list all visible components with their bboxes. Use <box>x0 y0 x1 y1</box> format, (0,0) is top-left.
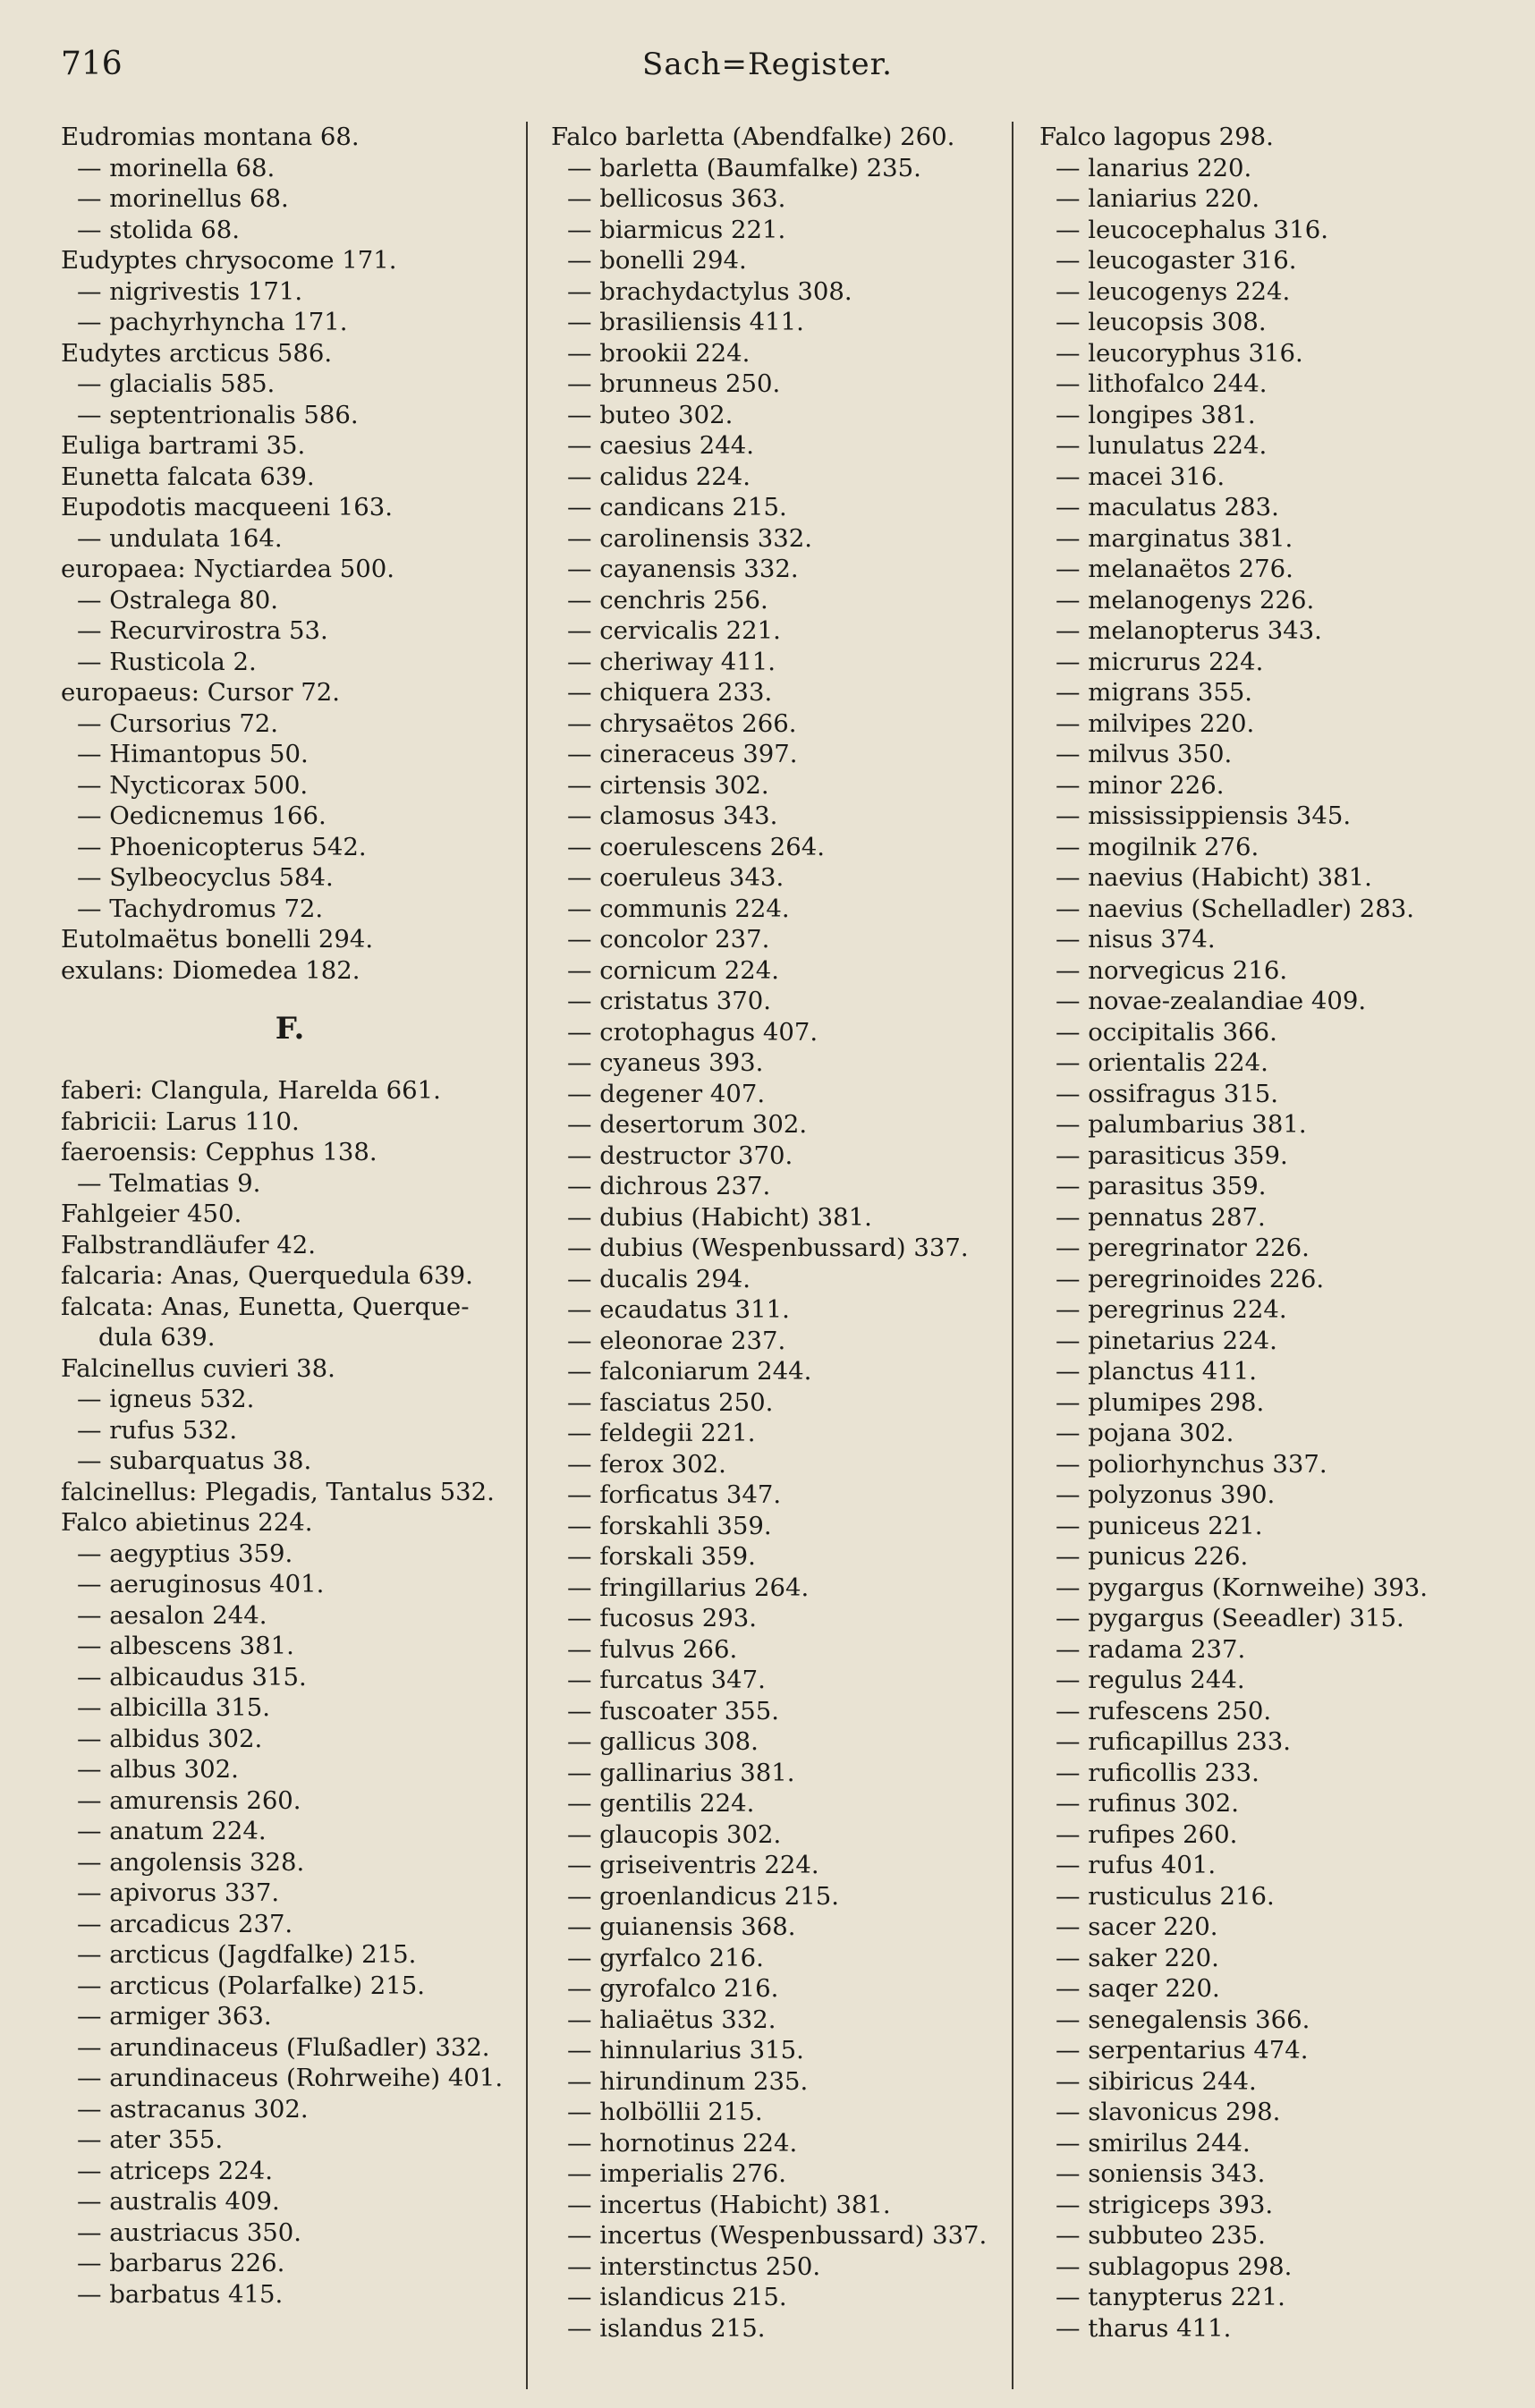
index-entry: — albicaudus 315. <box>77 1662 307 1692</box>
index-entry: Fahlgeier 450. <box>61 1200 242 1228</box>
index-entry: — micrurus 224. <box>1056 647 1264 676</box>
index-entry: — cineraceus 397. <box>567 740 798 768</box>
index-entry: — barbarus 226. <box>77 2249 285 2277</box>
index-column-1 <box>61 122 519 2310</box>
index-entry: — rufipes 260. <box>1056 1819 1238 1849</box>
index-entry: — albicilla 315. <box>77 1693 270 1722</box>
index-entry: — eleonorae 237. <box>567 1326 786 1355</box>
index-entry: — islandicus 215. <box>567 2283 787 2311</box>
index-entry: — naevius (Schelladler) 283. <box>1056 894 1414 923</box>
index-entry: Eupodotis macqueeni 163. <box>61 493 394 521</box>
index-entry: Euliga bartrami 35. <box>61 431 306 460</box>
index-entry: — leucogaster 316. <box>1056 246 1297 275</box>
index-entry: faeroensis: Cepphus 138. <box>61 1138 377 1166</box>
index-entry: — undulata 164. <box>77 523 283 553</box>
index-entry: — albidus 302. <box>77 1724 263 1753</box>
index-entry: — mississippiensis 345. <box>1056 801 1352 830</box>
index-entry: — desertorum 302. <box>567 1110 808 1139</box>
index-entry: — fuscoater 355. <box>567 1696 780 1725</box>
index-entry: Eunetta falcata 639. <box>61 462 315 491</box>
index-entry: — ruficapillus 233. <box>1056 1727 1292 1756</box>
index-entry: — rufinus 302. <box>1056 1789 1239 1818</box>
index-entry: — nigrivestis 171. <box>77 276 303 306</box>
index-entry: — leucopsis 308. <box>1056 308 1267 336</box>
index-entry: — rufus 532. <box>77 1415 238 1445</box>
index-entry: — armiger 363. <box>77 2002 272 2031</box>
index-entry: — brasiliensis 411. <box>567 308 804 336</box>
index-column-2 <box>551 122 1013 2344</box>
index-entry: — lanarius 220. <box>1056 153 1252 182</box>
index-entry: — gallinarius 381. <box>567 1758 795 1787</box>
index-entry: — dubius (Habicht) 381. <box>567 1202 872 1232</box>
index-entry: — gyrfalco 216. <box>567 1943 764 1972</box>
index-entry: — amurensis 260. <box>77 1785 301 1815</box>
index-entry: — puniceus 221. <box>1056 1511 1263 1540</box>
index-entry: — igneus 532. <box>77 1385 255 1413</box>
index-entry: — fucosus 293. <box>567 1604 757 1632</box>
index-entry: — imperialis 276. <box>567 2159 787 2188</box>
index-entry: — marginatus 381. <box>1056 523 1293 553</box>
index-entry: — pinetarius 224. <box>1056 1326 1277 1355</box>
index-entry: — melanopterus 343. <box>1056 616 1322 645</box>
index-entry: — fringillarius 264. <box>567 1573 810 1602</box>
index-entry: — morinella 68. <box>77 153 276 182</box>
index-entry: — longipes 381. <box>1056 400 1256 429</box>
index-entry: — lunulatus 224. <box>1056 431 1268 460</box>
index-entry: — pygargus (Kornweihe) 393. <box>1056 1573 1428 1602</box>
index-entry: — palumbarius 381. <box>1056 1110 1307 1139</box>
index-entry: — Tachydromus 72. <box>77 894 324 923</box>
index-entry: — forskahli 359. <box>567 1511 772 1540</box>
index-entry: — caesius 244. <box>567 431 755 460</box>
index-entry: Falbstrandläufer 42. <box>61 1230 317 1259</box>
index-entry: — soniensis 343. <box>1056 2159 1266 2188</box>
index-entry: — communis 224. <box>567 894 790 923</box>
index-entry: — apivorus 337. <box>77 1878 280 1907</box>
index-entry: — norvegicus 216. <box>1056 955 1288 985</box>
index-entry: europaeus: Cursor 72. <box>61 678 340 707</box>
index-entry: — peregrinator 226. <box>1056 1234 1310 1262</box>
index-entry: — cervicalis 221. <box>567 616 781 645</box>
index-entry: — ruficollis 233. <box>1056 1758 1259 1787</box>
index-entry: — cenchris 256. <box>567 585 768 615</box>
index-entry: — dubius (Wespenbussard) 337. <box>567 1234 969 1262</box>
index-entry: — ferox 302. <box>567 1449 726 1479</box>
index-entry: — novae-zealandiae 409. <box>1056 987 1367 1015</box>
index-entry: — interstinctus 250. <box>567 2251 821 2281</box>
index-entry: — guianensis 368. <box>567 1912 796 1941</box>
index-entry: — albus 302. <box>77 1755 239 1784</box>
index-entry: — austriacus 350. <box>77 2217 302 2247</box>
index-entry: — cristatus 370. <box>567 987 771 1015</box>
index-entry: — leucocephalus 316. <box>1056 215 1328 244</box>
index-entry: — hirundinum 235. <box>567 2066 809 2096</box>
index-entry: — peregrinus 224. <box>1056 1295 1287 1324</box>
index-entry: — leucoryphus 316. <box>1056 338 1303 368</box>
index-entry: — forficatus 347. <box>567 1480 782 1509</box>
index-entry: — Sylbeocyclus 584. <box>77 863 334 892</box>
index-entry: — arundinaceus (Flußadler) 332. <box>77 2032 490 2062</box>
index-entry: — islandus 215. <box>567 2313 766 2343</box>
index-entry: Falcinellus cuvieri 38. <box>61 1353 335 1383</box>
index-entry: — smirilus 244. <box>1056 2128 1251 2158</box>
index-entry: — fasciatus 250. <box>567 1387 774 1417</box>
index-entry: — ecaudatus 311. <box>567 1295 790 1324</box>
index-entry: — poliorhynchus 337. <box>1056 1449 1327 1479</box>
index-entry: — maculatus 283. <box>1056 493 1279 521</box>
index-entry: — septentrionalis 586. <box>77 400 359 429</box>
index-entry: — macei 316. <box>1056 462 1225 491</box>
index-entry: — Rusticola 2. <box>77 647 257 676</box>
index-entry: — Cursorius 72. <box>77 708 279 738</box>
index-entry: — rufus 401. <box>1056 1851 1217 1879</box>
index-entry: — chiquera 233. <box>567 678 773 707</box>
index-entry: — aesalon 244. <box>77 1600 267 1630</box>
index-entry: — plumipes 298. <box>1056 1387 1265 1417</box>
index-entry: — slavonicus 298. <box>1056 2098 1281 2126</box>
index-entry: — gentilis 224. <box>567 1789 755 1818</box>
index-entry: — milvus 350. <box>1056 740 1233 768</box>
index-entry: — feldegii 221. <box>567 1419 756 1447</box>
index-entry: — arcticus (Jagdfalke) 215. <box>77 1940 417 1969</box>
index-entry: — sibiricus 244. <box>1056 2066 1257 2096</box>
index-entry: — albescens 381. <box>77 1632 294 1660</box>
index-entry: — saker 220. <box>1056 1943 1219 1972</box>
index-entry: — furcatus 347. <box>567 1666 766 1694</box>
index-entry: — Telmatias 9. <box>77 1168 261 1198</box>
index-entry: — aeruginosus 401. <box>77 1570 325 1598</box>
index-entry: — Ostralega 80. <box>77 585 279 615</box>
index-entry: — strigiceps 393. <box>1056 2190 1274 2219</box>
index-entry: falcaria: Anas, Querquedula 639. <box>61 1261 473 1290</box>
section-letter: F. <box>275 1011 305 1047</box>
index-entry: — laniarius 220. <box>1056 184 1260 213</box>
index-entry: — ater 355. <box>77 2125 224 2154</box>
index-entry: — Phoenicopterus 542. <box>77 832 367 861</box>
index-entry: — serpentarius 474. <box>1056 2036 1309 2065</box>
index-entry: — melanogenys 226. <box>1056 585 1315 615</box>
column-rule-2 <box>1012 122 1013 2389</box>
index-entry: — tharus 411. <box>1056 2313 1232 2343</box>
index-entry: — subbuteo 235. <box>1056 2221 1266 2250</box>
index-entry: — angolensis 328. <box>77 1847 305 1877</box>
column-rule-1 <box>526 122 528 2389</box>
index-entry: — destructor 370. <box>567 1140 793 1170</box>
index-entry: — crotophagus 407. <box>567 1017 818 1047</box>
index-entry: — bonelli 294. <box>567 246 747 275</box>
index-entry: Eudromias montana 68. <box>61 123 360 151</box>
index-entry: — cyaneus 393. <box>567 1048 764 1077</box>
index-entry: — haliaëtus 332. <box>567 2005 776 2034</box>
index-column-3 <box>1039 122 1496 2344</box>
index-entry: Falco barletta (Abendfalke) 260. <box>551 123 955 151</box>
index-entry: — holböllii 215. <box>567 2098 763 2126</box>
index-entry: — anatum 224. <box>77 1817 267 1845</box>
index-entry: — incertus (Habicht) 381. <box>567 2190 891 2219</box>
page-number: 716 <box>61 46 123 82</box>
index-entry: Falco abietinus 224. <box>61 1508 313 1537</box>
index-entry: — planctus 411. <box>1056 1357 1257 1386</box>
running-title: Sach=Register. <box>642 47 893 82</box>
index-entry: Eudytes arcticus 586. <box>61 338 333 368</box>
index-entry: — naevius (Habicht) 381. <box>1056 863 1372 892</box>
index-entry: — regulus 244. <box>1056 1666 1245 1694</box>
index-entry: — Oedicnemus 166. <box>77 801 327 830</box>
index-entry: — lithofalco 244. <box>1056 369 1268 398</box>
index-entry: — arcadicus 237. <box>77 1909 293 1938</box>
index-entry: Eutolmaëtus bonelli 294. <box>61 925 374 954</box>
index-entry: — fulvus 266. <box>567 1634 738 1664</box>
index-entry: — brunneus 250. <box>567 369 781 398</box>
index-entry: — subarquatus 38. <box>77 1446 312 1475</box>
index-entry: — brachydactylus 308. <box>567 276 852 306</box>
index-entry: — falconiarum 244. <box>567 1357 812 1386</box>
index-entry: — gallicus 308. <box>567 1727 759 1756</box>
index-entry: — glaucopis 302. <box>567 1819 782 1849</box>
index-entry: — sublagopus 298. <box>1056 2251 1293 2281</box>
index-entry: — concolor 237. <box>567 925 770 954</box>
index-entry: — ducalis 294. <box>567 1264 751 1293</box>
index-entry: — coeruleus 343. <box>567 863 784 892</box>
index-entry: — senegalensis 366. <box>1056 2005 1310 2034</box>
index-entry: — mogilnik 276. <box>1056 832 1259 861</box>
index-entry: — saqer 220. <box>1056 1974 1220 2003</box>
index-entry: — migrans 355. <box>1056 678 1253 707</box>
index-entry: — tanypterus 221. <box>1056 2283 1285 2311</box>
index-entry: — minor 226. <box>1056 770 1225 800</box>
index-entry: faberi: Clangula, Harelda 661. <box>61 1076 441 1105</box>
index-entry: — brookii 224. <box>567 338 751 368</box>
index-entry: — australis 409. <box>77 2187 280 2216</box>
index-entry: falcata: Anas, Eunetta, Querque- <box>61 1292 470 1321</box>
index-entry: — pennatus 287. <box>1056 1202 1266 1232</box>
index-entry: — hinnularius 315. <box>567 2036 804 2065</box>
index-entry: — arundinaceus (Rohrweihe) 401. <box>77 2064 504 2092</box>
index-entry: — rufescens 250. <box>1056 1696 1272 1725</box>
index-entry: — polyzonus 390. <box>1056 1480 1276 1509</box>
index-entry: — cayanensis 332. <box>567 555 799 583</box>
index-entry: — Himantopus 50. <box>77 740 309 768</box>
index-entry: Falco lagopus 298. <box>1039 123 1274 151</box>
index-entry: — pygargus (Seeadler) 315. <box>1056 1604 1404 1632</box>
index-entry: Eudyptes chrysocome 171. <box>61 246 397 275</box>
index-entry: — morinellus 68. <box>77 184 289 213</box>
index-entry: — cirtensis 302. <box>567 770 769 800</box>
index-entry: — coerulescens 264. <box>567 832 825 861</box>
index-entry: — bellicosus 363. <box>567 184 786 213</box>
index-entry: — cheriway 411. <box>567 647 776 676</box>
index-entry: — atriceps 224. <box>77 2156 273 2185</box>
index-entry: — glacialis 585. <box>77 369 276 398</box>
index-entry: exulans: Diomedea 182. <box>61 955 360 985</box>
index-entry: — carolinensis 332. <box>567 523 813 553</box>
index-entry: — pojana 302. <box>1056 1419 1234 1447</box>
index-entry: — biarmicus 221. <box>567 215 786 244</box>
index-entry: — stolida 68. <box>77 215 241 244</box>
index-entry: — gyrofalco 216. <box>567 1974 779 2003</box>
index-entry: — barletta (Baumfalke) 235. <box>567 153 921 182</box>
index-entry: — barbatus 415. <box>77 2279 284 2309</box>
index-entry: — clamosus 343. <box>567 801 778 830</box>
index-entry: — aegyptius 359. <box>77 1539 293 1568</box>
index-entry: — incertus (Wespenbussard) 337. <box>567 2221 988 2250</box>
index-entry: — calidus 224. <box>567 462 751 491</box>
index-entry: — milvipes 220. <box>1056 708 1255 738</box>
index-entry: dula 639. <box>98 1323 216 1352</box>
index-entry: — griseiventris 224. <box>567 1851 819 1879</box>
index-entry: — candicans 215. <box>567 493 787 521</box>
index-entry: europaea: Nyctiardea 500. <box>61 555 394 583</box>
index-entry: — nisus 374. <box>1056 925 1216 954</box>
index-entry: — punicus 226. <box>1056 1542 1249 1571</box>
index-entry: — degener 407. <box>567 1079 766 1108</box>
index-entry: — sacer 220. <box>1056 1912 1218 1941</box>
index-entry: — forskali 359. <box>567 1542 756 1571</box>
index-entry: — peregrinoides 226. <box>1056 1264 1325 1293</box>
index-entry: — pachyrhyncha 171. <box>77 308 348 336</box>
index-entry: — arcticus (Polarfalke) 215. <box>77 1971 426 2000</box>
index-entry: fabricii: Larus 110. <box>61 1106 300 1136</box>
index-entry: — melanaëtos 276. <box>1056 555 1293 583</box>
index-entry: — groenlandicus 215. <box>567 1881 840 1911</box>
index-entry: — occipitalis 366. <box>1056 1017 1277 1047</box>
index-entry: — dichrous 237. <box>567 1172 771 1200</box>
index-entry: — orientalis 224. <box>1056 1048 1268 1077</box>
index-entry: — chrysaëtos 266. <box>567 708 797 738</box>
index-entry: — parasiticus 359. <box>1056 1140 1288 1170</box>
index-entry: — radama 237. <box>1056 1634 1246 1664</box>
index-entry: — leucogenys 224. <box>1056 276 1291 306</box>
index-entry: — hornotinus 224. <box>567 2128 798 2158</box>
index-entry: — Recurvirostra 53. <box>77 616 328 645</box>
index-entry: — astracanus 302. <box>77 2094 309 2124</box>
index-entry: — rusticulus 216. <box>1056 1881 1275 1911</box>
index-entry: — buteo 302. <box>567 400 734 429</box>
index-entry: — cornicum 224. <box>567 955 780 985</box>
index-entry: — Nycticorax 500. <box>77 770 309 800</box>
index-entry: — parasitus 359. <box>1056 1172 1267 1200</box>
index-entry: — ossifragus 315. <box>1056 1079 1278 1108</box>
index-entry: falcinellus: Plegadis, Tantalus 532. <box>61 1477 495 1506</box>
